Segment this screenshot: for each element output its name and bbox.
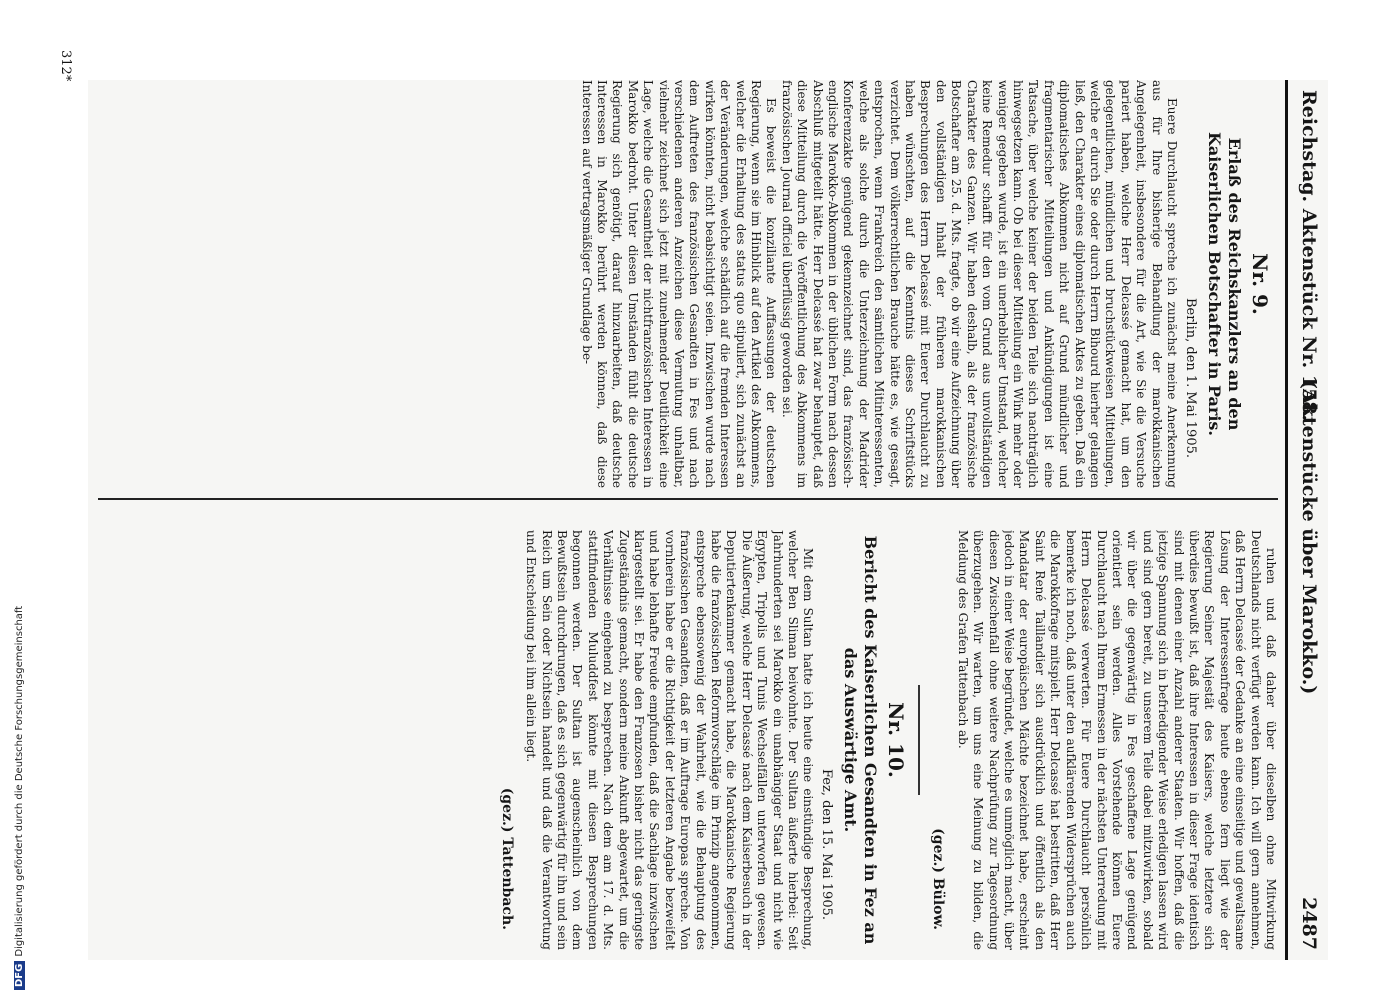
column-left [98,80,1278,500]
credit-text: Digitalisierung gefördert durch die Deutsche Forschungsgemeinschaft [14,605,25,957]
doc10-dateline: Fez, den 15. Mai 1905. [819,768,835,920]
doc9-signature: (gez.) Bülow. [930,828,947,930]
doc9-title: Erlaß des Reichskanzlers an den Kaiserlichen Botschafter in Paris. [1205,131,1244,436]
sheet-mark: 312* [58,50,73,82]
doc9-dateline: Berlin, den 1. Mai 1905. [1183,297,1198,458]
doc10-number: Nr. 10. [884,702,909,778]
header-left: Reichstag. Aktenstück Nr. 158. [1298,90,1320,422]
header-center: (Aktenstücke über Marokko.) [1298,380,1320,695]
doc10-body: Mit dem Sultan hatte ich heute eine einstündige Besprechung, welcher Ben Sliman beiwohnte. Der Sultan äußerte hierbei: Seit Jahrhunderten sei Marokko ein unabhängiger Staat und nicht wie Egypten, Tripolis und Tunis Wechselfällen unterworfen gewesen. Die Äußerung, welche Herr Delcassé nach dem Kaiserbesuch in der Deputiertenkammer gemacht habe, die Marokkanische Regierung habe die französischen Reformvorschläge im Prinzip angenommen, entspreche ebensowenig der Wahrheit, wie die Behauptung des französischen Gesandten, daß er im Auftrage Europas spreche. Von vornherein habe er die Richtigkeit der letzteren Angabe bezweifelt und habe lebhafte Freude empfunden, daß die Sachlage inzwischen klargestellt sei. Er habe den Franzosen bisher nicht das geringste Zugeständnis gemacht, sondern meine Ankunft abgewartet, um die Verhältnisse eingehend zu besprechen. Nach dem am 17. d. Mts. stattfindenden Muluddfest könnte mit diesen Besprechungen begonnen werden. Der Sultan ist augenscheinlich von dem Bewußtsein durchdrungen, daß es sich gegenwärtig für ihn und sein Reich um Sein oder Nichtsein handelt und daß die Verantwortung und Entscheidung bei ihm allein liegt. [524,530,816,950]
doc10-signature: (gez.) Tattenbach. [498,787,515,930]
running-header [1285,80,1328,960]
document-page [58,50,1328,960]
column-right [98,530,1278,950]
doc9-body: Euere Durchlaucht spreche ich zunächst meine Anerkennung aus für Ihre bisherige Behandlung der marokkanischen Angelegenheit, insbesondere für die Art, wie Sie die Versuche pariert haben, welche Herr Delcassé gemacht hat, um den gelegentlichen, mündlichen und bruchstückweisen Mitteilungen, welche er durch Sie oder durch Herrn Bihourd hierher gelangen ließ, den Charakter eines diplomatischen Aktes zu geben. Daß ein diplomatisches Abkommen nicht auf Grund mündlicher und fragmentarischer Mitteilungen und Ankündigungen ist eine Tatsache, über welche keiner der beiden Teile sich nachträglich hinwegsetzen kann. Ob bei dieser Mitteilung ein Wink mehr oder weniger gegeben wurde, ist ein unerheblicher Umstand, welcher keine Remedur schafft für den vom Grund aus unvollständigen Charakter des Ganzen. Wir haben deshalb, als der französische Botschafter am 25. d. Mts. fragte, ob wir eine Aufzeichnung über den vollständigen Inhalt der früheren marokkanischen Besprechungen des Herrn Delcassé mit Euerer Durchlaucht zu haben wünschten, auf die Kenntnis dieses Schriftstücks verzichtet. Dem völkerrechtlichen Brauche hätte es, wie gesagt, entsprochen, wenn Frankreich den sämtlichen Mitinteressenten, welche als solche durch die Unterzeichnung der Madrider Konferenzakte genügend gekennzeichnet sind, das französisch-englische Marokko-Abkommen in der üblichen Form nach dessen Abschluß mitgeteilt hätte. Herr Delcassé hat zwar behauptet, daß diese Mitteilung durch die Veröffentlichung des Abkommens im französischen Journal officiel überflüssig geworden sei. [779,80,1179,488]
digitization-credit [14,606,25,990]
doc9-body-2: Es beweist die konziliante Auffassungen der deutschen Regierung, wenn sie im Hinblick auf den Artikel des Abkommens, welcher die Erhaltung des status quo stipuliert, sich zunächst an der Veränderungen, welche schädlich auf die fremden Interessen wirken könnten, nicht beabsichtigt seien. Inzwischen wurde nach dem Auftreten des französischen Gesandten in Fes und nach verschiedenen anderen Anzeichen diese Vermutung unhaltbar, vielmehr zeichnet sich jetzt mit zunehmender Deutlichkeit eine Lage, welche die Gesamtheit der nichtfranzösischen Interessen in Marokko bedroht. Unter diesen Umständen fühlt die deutsche Regierung sich genötigt, darauf hinzuarbeiten, daß deutsche Interessen in Marokko berührt werden können, daß diese Interessen auf vertragsmäßiger Grundlage be- [579,80,779,488]
doc10-title: Bericht des Kaiserlichen Gesandten in Fez an das Auswärtige Amt. [841,535,881,945]
page-number: 2487 [1298,897,1320,950]
doc9-continuation: ruhen und daß daher über dieselben ohne Mitwirkung Deutschlands nicht verfügt werden kann. Ich will gern annehmen, daß Herrn Delcassé der Gedanke an eine einseitige und gewaltsame Lösung der Interessenfrage heute ebenso fern liegt wie der Regierung Seiner Majestät des Kaisers, welche letztere sich überdies bewußt ist, daß ihre Interessen in dieser Frage identisch sind mit denen einer Anzahl anderer Staaten. Wir hoffen, daß die jetzige Spannung sich in befriedigender Weise erledigen lassen wird und sind gern bereit, zu unserem Teile dabei mitzuwirken, sobald wir über die gegenwärtig in Fes geschaffene Lage genügend orientiert sein werden. Alles Vorstehende können Euere Durchlaucht nach Ihrem Ermessen in der nächsten Unterredung mit Herrn Delcassé verwerten. Für Euere Durchlaucht persönlich bemerke ich noch, daß unter den aufklärenden Widersprüchen auch die Marokkofrage mitspielt. Herr Delcassé hat bestritten, daß Herr Saint René Taillandier sich ausdrücklich und öffentlich als den Mandatar der europäischen Mächte bezeichnet habe, erscheint jedoch in einer Weise begründet, welche es unmöglich macht, über diesen Zwischenfall ohne weitere Nachprüfung zur Tagesordnung überzugehen. Wir warten, um uns eine Meinung zu bilden, die Meldung des Grafen Tattenbach ab. [955,530,1278,950]
doc9-number: Nr. 9. [1248,253,1272,315]
dfg-logo: DFG [14,961,25,990]
section-divider [918,685,920,795]
